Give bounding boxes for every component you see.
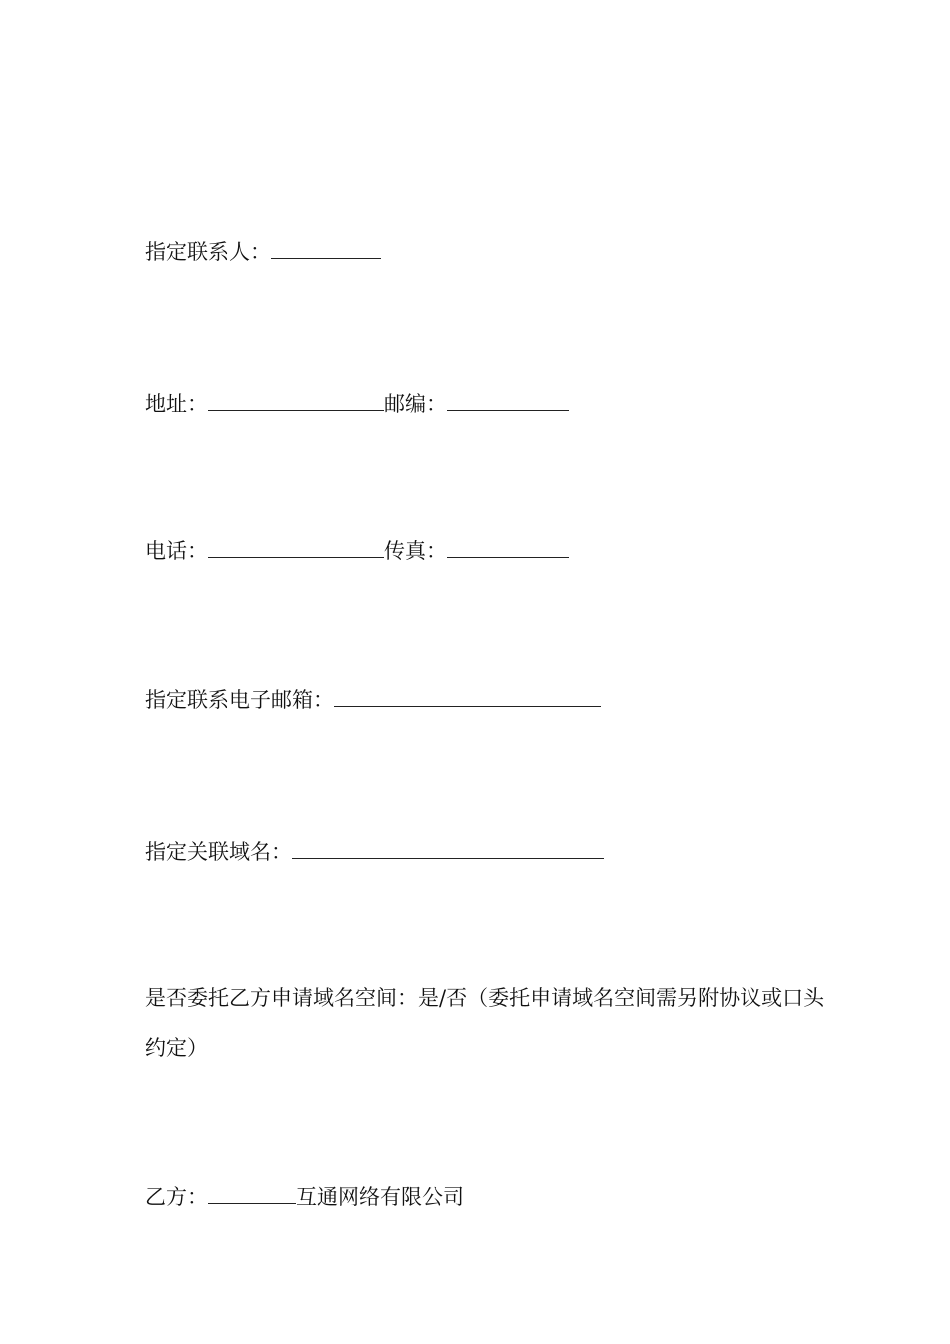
contact-person-blank[interactable] [271,236,381,259]
email-row [145,684,601,715]
email-label: 指定联系电子邮箱： [145,688,334,712]
address-blank[interactable] [208,388,384,411]
party-b-label: 乙方： [145,1185,208,1209]
entrust-paragraph: 是否委托乙方申请域名空间：是/否（委托申请域名空间需另附协议或口头约定） [145,986,825,1060]
postcode-blank[interactable] [447,388,569,411]
contact-person-label: 指定联系人： [145,240,271,264]
phone-blank[interactable] [208,535,384,558]
domain-label: 指定关联域名： [145,840,292,864]
fax-label: 传真： [384,539,447,563]
party-b-company: 互通网络有限公司 [296,1185,464,1209]
fax-blank[interactable] [447,535,569,558]
phone-label: 电话： [145,539,208,563]
phone-row [145,535,569,566]
address-label: 地址： [145,392,208,416]
postcode-label: 邮编： [384,392,447,416]
party-b-row [145,1181,464,1212]
email-blank[interactable] [334,684,601,707]
contact-person-row [145,236,381,267]
party-b-blank[interactable] [208,1181,296,1204]
domain-row [145,836,604,867]
address-row [145,388,569,419]
domain-blank[interactable] [292,836,604,859]
